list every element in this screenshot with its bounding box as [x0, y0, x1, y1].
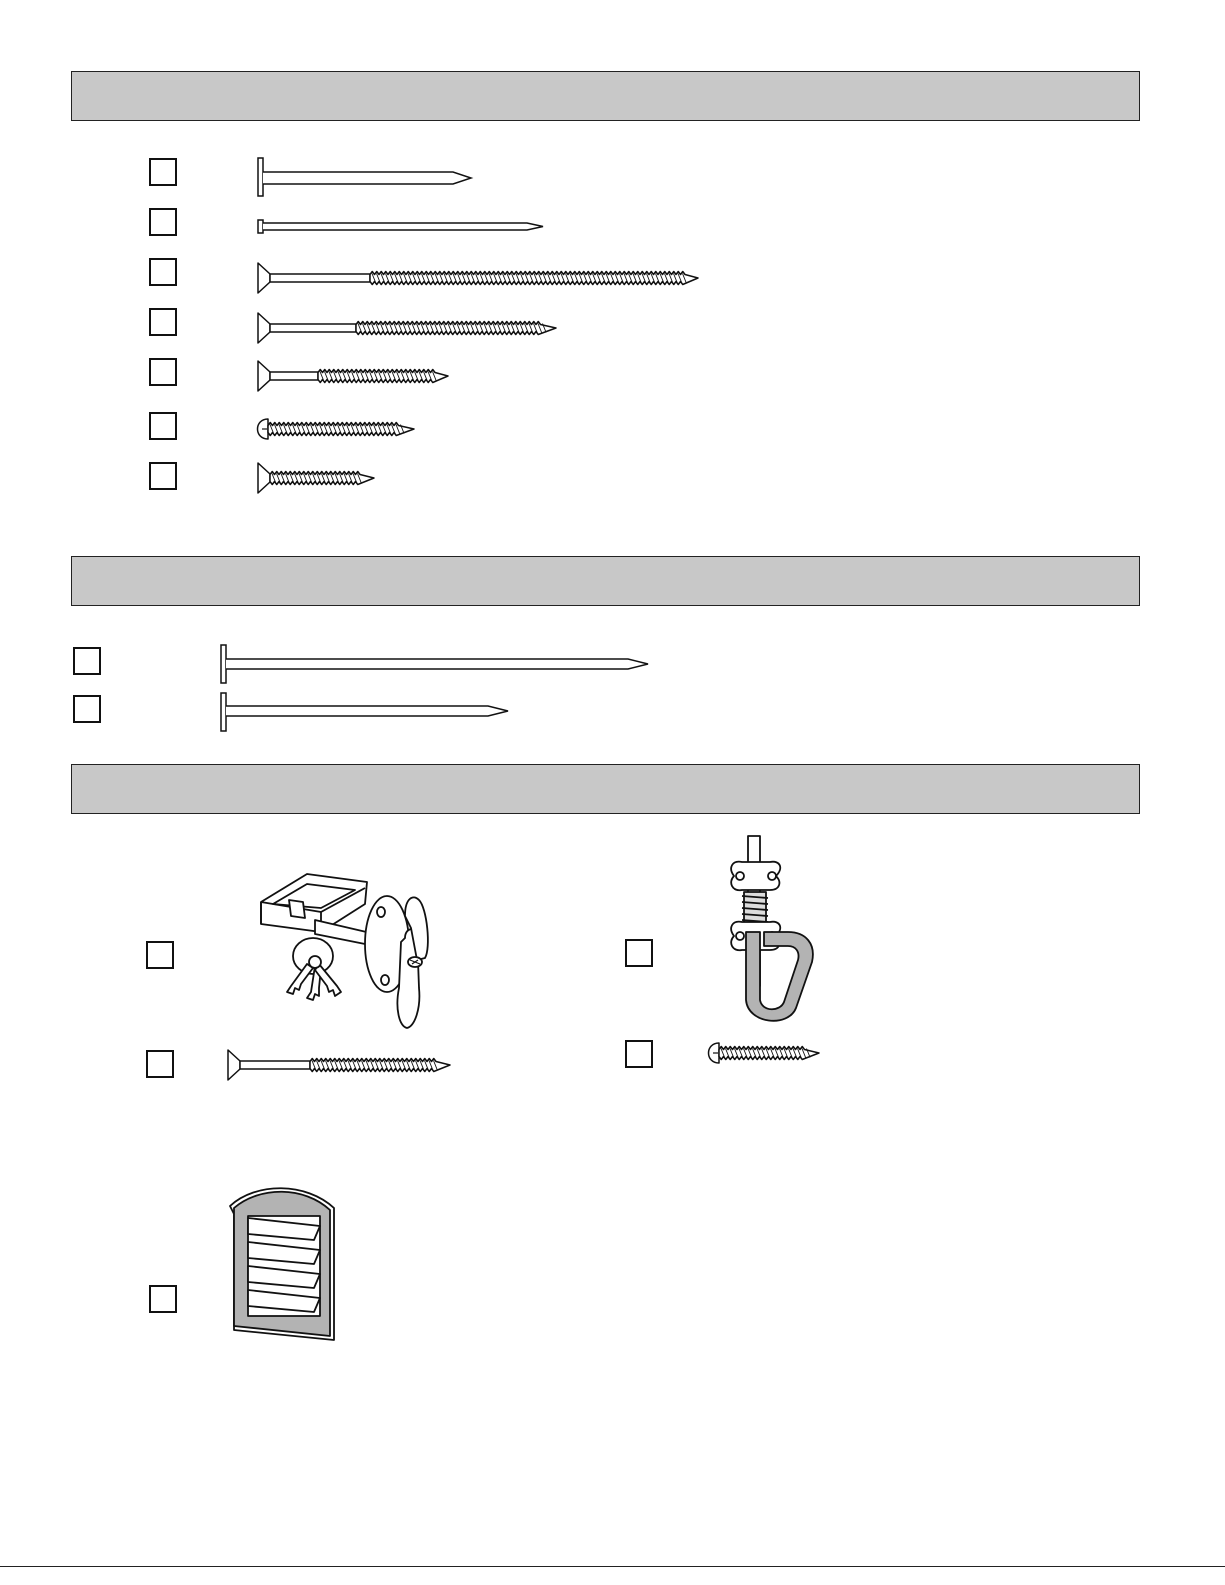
vent-louver-icon — [226, 1184, 338, 1344]
checkbox[interactable] — [73, 695, 101, 723]
checkbox[interactable] — [149, 358, 177, 386]
medium-flat-head-screw-icon — [255, 308, 547, 348]
nail-icon — [255, 156, 477, 200]
checkbox[interactable] — [73, 647, 101, 675]
checkbox[interactable] — [146, 941, 174, 969]
checkbox[interactable] — [149, 462, 177, 490]
medium-nail-icon — [218, 691, 514, 735]
checkbox[interactable] — [149, 412, 177, 440]
checkbox[interactable] — [625, 1040, 653, 1068]
checkbox[interactable] — [149, 208, 177, 236]
long-flat-head-screw-icon — [255, 258, 691, 298]
checkbox[interactable] — [149, 308, 177, 336]
checkbox[interactable] — [146, 1050, 174, 1078]
checkbox[interactable] — [149, 1285, 177, 1313]
long-nail-icon — [218, 643, 654, 687]
checkbox[interactable] — [625, 939, 653, 967]
pan-head-screw-icon — [706, 1038, 822, 1068]
pan-head-screw-icon — [255, 414, 417, 444]
page-bottom-rule — [0, 1566, 1225, 1567]
spring-latch-icon — [726, 832, 818, 1028]
flat-head-screw-icon — [225, 1046, 447, 1084]
finish-nail-icon — [255, 216, 547, 236]
checkbox[interactable] — [149, 158, 177, 186]
small-flat-head-screw-icon — [255, 460, 371, 496]
section-header-bar — [71, 764, 1140, 814]
short-flat-head-screw-icon — [255, 358, 441, 394]
section-header-bar — [71, 71, 1140, 121]
section-header-bar — [71, 556, 1140, 606]
checkbox[interactable] — [149, 258, 177, 286]
t-handle-lock-with-keys-icon — [255, 868, 445, 1032]
